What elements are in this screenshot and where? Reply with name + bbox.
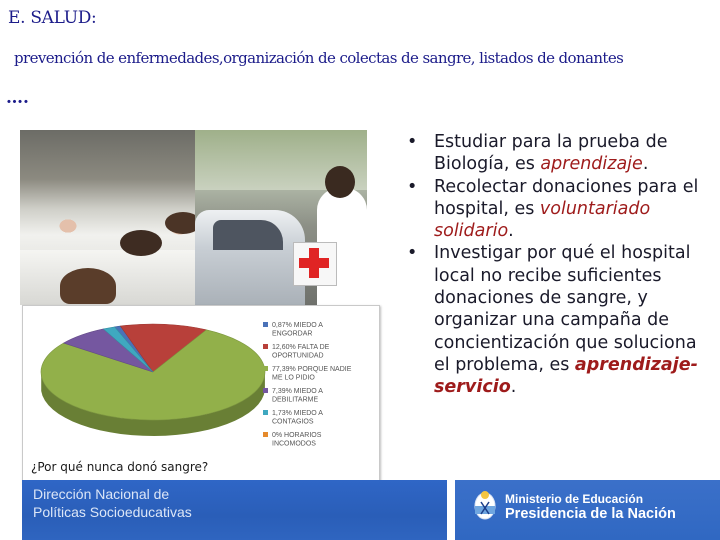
slide-subtitle: prevención de enfermedades,organización de colectas de sangre, listados de donantes <box>14 49 624 67</box>
pie-chart-svg <box>23 306 379 484</box>
bullet-item <box>405 131 705 176</box>
legend-label: 77,39% PORQUE NADIE ME LO PIDIO <box>272 366 352 382</box>
legend-label: 7,39% MIEDO A DEBILITARME <box>272 388 323 404</box>
donation-photo <box>195 130 367 305</box>
legend-label: 0,87% MIEDO A ENGORDAR <box>272 322 323 338</box>
national-emblem-icon <box>472 488 498 522</box>
bullet-highlight: aprendizaje <box>540 154 643 175</box>
legend-label: 0% HORARIOS INCOMODOS <box>272 432 322 448</box>
department-name <box>33 485 192 521</box>
bullet-text: Investigar por qué el hospital local no recibe suficientes donaciones de sangre, y organizar una campaña de concientización que soluciona el problema, es <box>434 243 697 375</box>
legend-label: 12,60% FALTA DE OPORTUNIDAD <box>272 344 330 360</box>
bullet-list <box>405 131 705 399</box>
bullet-icon: • <box>407 132 418 152</box>
legend-swatch <box>263 366 268 371</box>
legend-swatch <box>263 388 268 393</box>
department-line-1: Dirección Nacional de <box>33 486 170 502</box>
legend-swatch <box>263 410 268 415</box>
legend-label: 1,73% MIEDO A CONTAGIOS <box>272 410 323 426</box>
bullet-punct: . <box>508 221 514 242</box>
footer-divider <box>447 480 455 540</box>
photo-windshield <box>213 220 283 250</box>
chart-title: ¿Por qué nunca donó sangre? <box>31 460 209 474</box>
presidency-name: Presidencia de la Nación <box>505 506 676 522</box>
legend-swatch <box>263 344 268 349</box>
photo-volunteer-head <box>325 166 355 198</box>
legend-swatch <box>263 432 268 437</box>
bullet-punct: . <box>510 377 517 398</box>
photo-student <box>120 230 162 256</box>
red-cross-icon <box>299 258 329 268</box>
slide-ellipsis: …. <box>6 88 29 108</box>
photo-student <box>60 268 116 304</box>
bullet-text: Recolectar donaciones para el hospital, es <box>434 176 699 219</box>
bullet-punct: . <box>642 154 649 175</box>
department-line-2: Políticas Socioeducativas <box>33 504 192 520</box>
footer-department-banner <box>22 480 447 540</box>
slide-title: E. SALUD: <box>8 8 97 28</box>
bullet-icon: • <box>407 176 418 197</box>
bullet-item <box>405 176 705 243</box>
bullet-text: Estudiar para la prueba de Biología, es <box>434 132 668 175</box>
ministry-name: Ministerio de Educación <box>505 492 644 506</box>
bullet-item <box>405 242 705 398</box>
bullet-icon: • <box>407 243 418 264</box>
pie-chart <box>22 305 380 485</box>
legend-swatch <box>263 322 268 327</box>
bullet-highlight: aprendizaje-servicio <box>434 354 698 398</box>
bullet-highlight: voluntariado solidario <box>434 198 651 242</box>
